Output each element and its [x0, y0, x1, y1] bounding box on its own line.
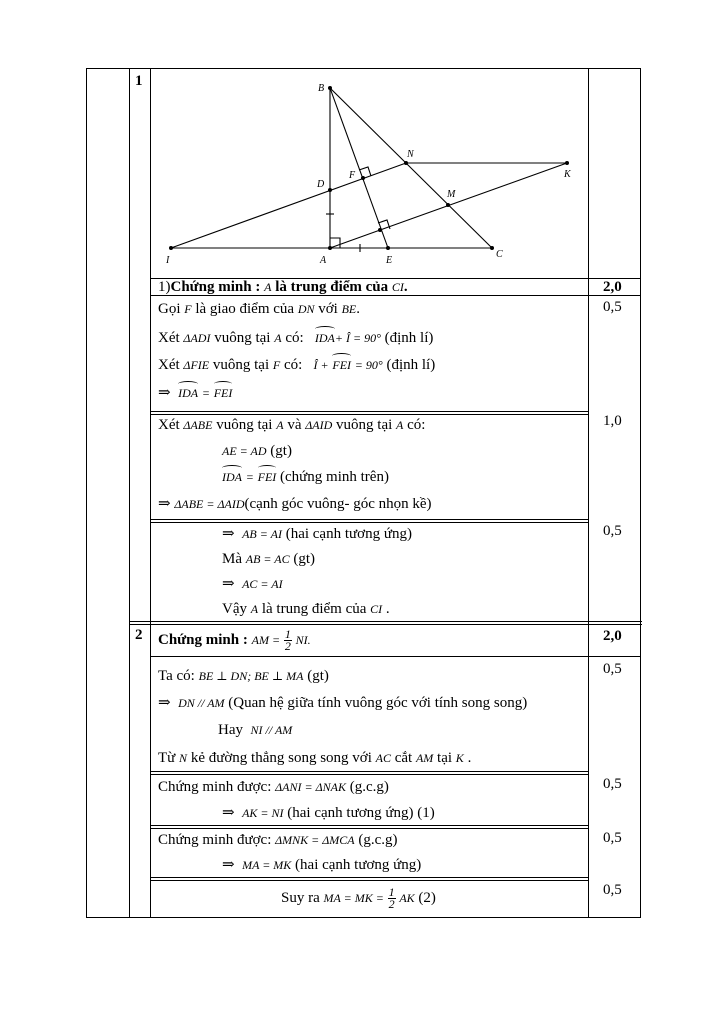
- q1-title: 1)Chứng minh : A là trung điểm của CI.: [158, 279, 408, 295]
- row-divider: [150, 519, 588, 520]
- score: 0,5: [603, 776, 622, 792]
- row-divider: [150, 411, 588, 412]
- q1-line: Xét ΔADI vuông tại A có: IDA+ Î = 90° (định lí): [158, 330, 434, 346]
- question-number: 2: [135, 627, 143, 643]
- q1-line: Vậy A là trung điểm của CI .: [222, 601, 390, 617]
- score: 1,0: [603, 413, 622, 429]
- score: 0,5: [603, 661, 622, 677]
- row-divider: [150, 414, 588, 415]
- row-divider: [129, 621, 642, 622]
- label-D: D: [317, 179, 325, 190]
- label-A: A: [320, 255, 327, 266]
- q2-line: ⇒ AK = NI (hai cạnh tương ứng) (1): [222, 805, 435, 821]
- row-divider: [150, 774, 588, 775]
- q1-line: ⇒ ΔABE = ΔAID(cạnh góc vuông- góc nhọn kề): [158, 496, 432, 512]
- q2-line: ⇒ MA = MK (hai cạnh tương ứng): [222, 857, 422, 873]
- q1-line: ⇒ AB = AI (hai cạnh tương ứng): [222, 526, 412, 542]
- q2-line: Ta có: BE ⊥ DN; BE ⊥ MA (gt): [158, 668, 329, 684]
- row-divider: [150, 656, 641, 657]
- row-divider: [150, 771, 588, 772]
- question-number: 1: [135, 73, 143, 89]
- q1-line: Xét ΔFIE vuông tại F có: Î + FEI = 90° (định lí): [158, 357, 436, 373]
- row-divider: [150, 522, 588, 523]
- q1-line: Xét ΔABE vuông tại A và ΔAID vuông tại A có:: [158, 417, 426, 433]
- label-B: B: [318, 83, 325, 94]
- q2-title: Chứng minh : AM = $\frac{1}{2}$ NI.: [158, 627, 311, 654]
- fraction: $\frac{1}{2}$: [284, 627, 291, 654]
- score: 0,5: [603, 830, 622, 846]
- fraction: $\frac{1}{2}$: [388, 885, 395, 912]
- q2-line: Từ N kẻ đường thẳng song song với AC cắt AM tại K .: [158, 750, 472, 766]
- label-I: I: [166, 255, 170, 266]
- q2-line: ⇒ DN // AM (Quan hệ giữa tính vuông góc với tính song song): [158, 695, 528, 711]
- score: 2,0: [603, 279, 622, 295]
- q1-line: ⇒ AC = AI: [222, 576, 283, 592]
- row-divider: [150, 877, 588, 878]
- label-F: F: [349, 170, 356, 181]
- row-divider: [150, 880, 588, 881]
- answer-table: [86, 68, 641, 918]
- score: 0,5: [603, 882, 622, 898]
- column-divider: [588, 69, 589, 917]
- score: 0,5: [603, 523, 622, 539]
- geometry-figure: [151, 69, 587, 277]
- q1-line: Mà AB = AC (gt): [222, 551, 316, 567]
- q2-line: Hay NI // AM: [218, 722, 293, 738]
- q2-line: Chứng minh được: ΔMNK = ΔMCA (g.c.g): [158, 832, 398, 848]
- column-divider: [129, 69, 130, 917]
- row-divider: [150, 825, 588, 826]
- score: 2,0: [603, 628, 622, 644]
- row-divider: [150, 828, 588, 829]
- q1-line: AE = AD (gt): [222, 443, 292, 459]
- label-E: E: [386, 255, 393, 266]
- label-K: K: [564, 169, 571, 180]
- label-N: N: [407, 149, 414, 160]
- label-M: M: [447, 189, 456, 200]
- score: 0,5: [603, 299, 622, 315]
- q1-line: Gọi F là giao điểm của DN với BE.: [158, 301, 361, 317]
- label-C: C: [496, 249, 503, 260]
- row-divider: [129, 624, 642, 625]
- q2-line: Chứng minh được: ΔANI = ΔNAK (g.c.g): [158, 779, 389, 795]
- q1-line: ⇒ IDA = FEI: [158, 385, 233, 401]
- q1-line: IDA = FEI (chứng minh trên): [222, 469, 389, 485]
- q2-line: Suy ra MA = MK = $\frac{1}{2}$ AK (2): [281, 885, 436, 912]
